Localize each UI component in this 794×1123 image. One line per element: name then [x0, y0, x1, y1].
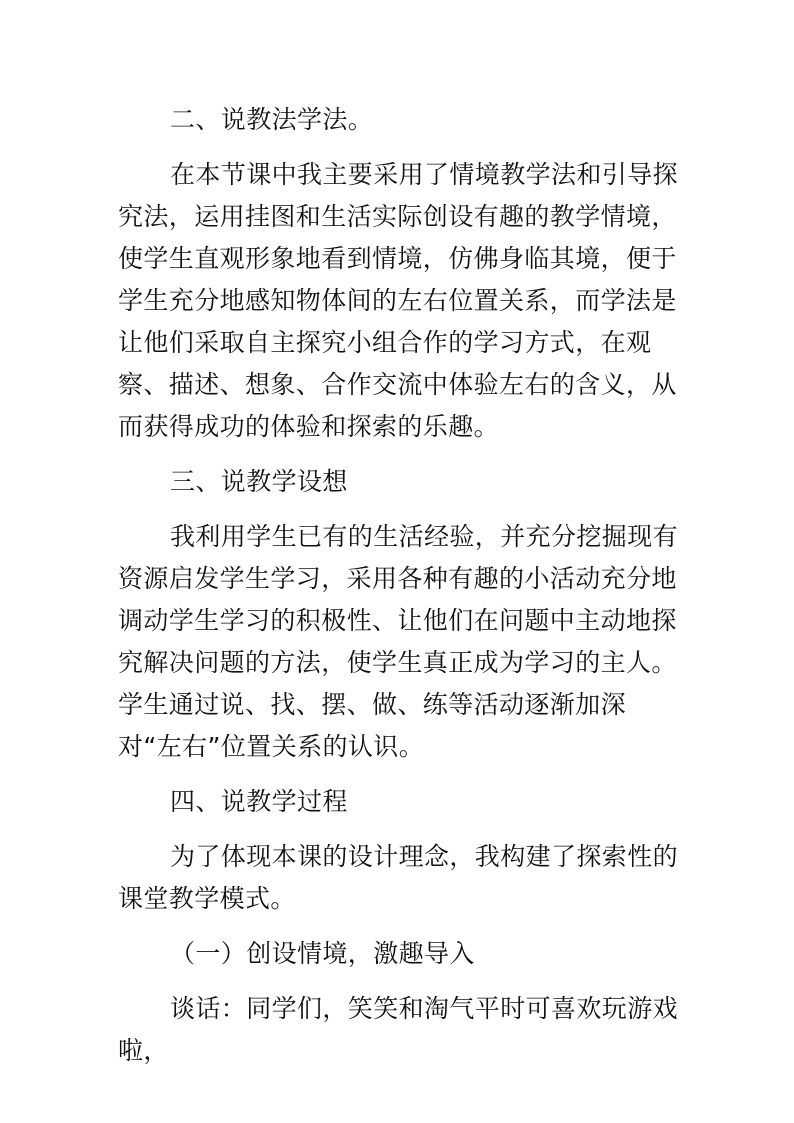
- section-heading-teaching-idea: 三、说教学设想: [170, 467, 348, 496]
- section-heading-teaching-methods: 二、说教法学法。: [170, 105, 374, 134]
- paragraph-gap: [118, 141, 678, 154]
- paragraph-gap: [118, 503, 678, 516]
- paragraph-teaching-process: 为了体现本课的设计理念，我构建了探索性的课堂教学模式。: [118, 842, 679, 913]
- paragraph-teaching-idea: 我利用学生已有的生活经验，并充分挖掘现有资源启发学生学习，采用各种有趣的小活动充分地调动学生学习的积极性、让他们在问题中主动地探究解决问题的方法，使学生真正成为学习的主人。学生通过说、找、摆、做、练等活动逐渐加深对“左右”位置关系的认识。: [118, 522, 679, 761]
- paragraph-gap: [118, 448, 678, 461]
- paragraph-teaching-methods: 在本节课中我主要采用了情境教学法和引导探究法，运用挂图和生活实际创设有趣的教学情境，使学生直观形象地看到情境，仿佛身临其境，便于学生充分地感知物体间的左右位置关系，而学法是让他们采取自主探究小组合作的学习方式，在观察、描述、想象、合作交流中体验左右的含义，从而获得成功的体验和探索的乐趣。: [118, 160, 679, 441]
- section-heading-teaching-process: 四、说教学过程: [170, 787, 348, 816]
- paragraph-gap: [118, 975, 678, 988]
- paragraph-gap: [118, 920, 678, 933]
- document-body: [118, 99, 678, 1072]
- paragraph-gap: [118, 768, 678, 781]
- paragraph-introduction: 谈话：同学们，笑笑和淘气平时可喜欢玩游戏啦，: [118, 994, 679, 1065]
- section-heading-introduction: （一）创设情境，激趣导入: [170, 939, 475, 968]
- paragraph-gap: [118, 823, 678, 836]
